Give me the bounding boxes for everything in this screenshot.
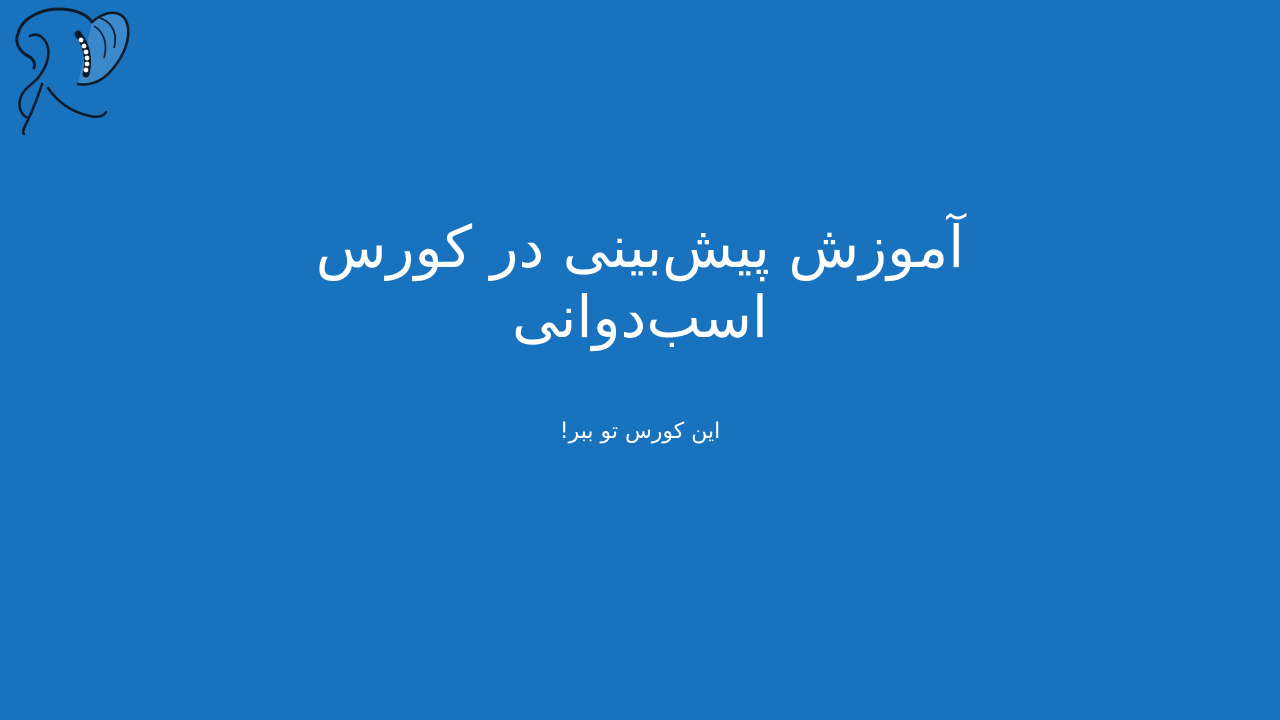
slide-subtitle: این کورس تو ببر! (559, 419, 721, 444)
slide-title: آموزش پیش‌بینی در کورس اسب‌دوانی (315, 213, 965, 351)
winged-horse-icon (8, 4, 130, 136)
title-block (0, 212, 1280, 352)
winged-horse-logo (8, 4, 130, 136)
